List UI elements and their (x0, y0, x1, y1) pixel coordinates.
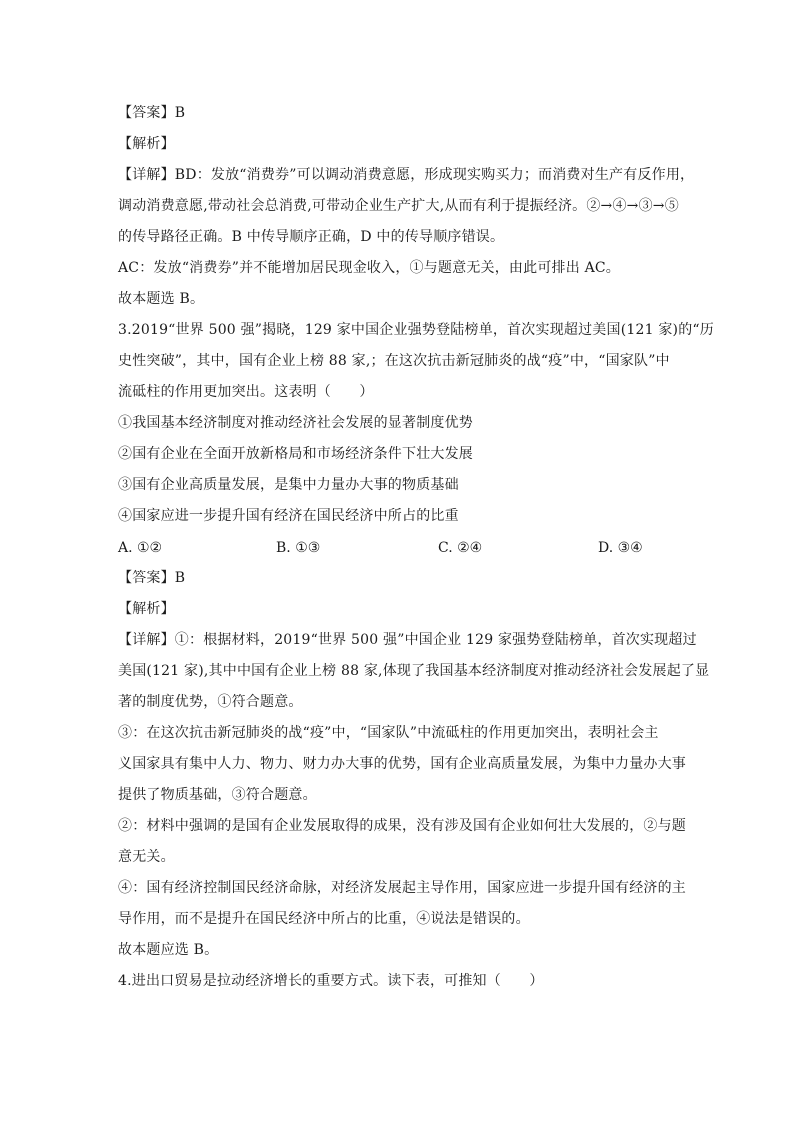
q3-stem-line-3: 流砥柱的作用更加突出。这表明（ ） (118, 384, 374, 400)
q3-detail-line-1: 【详解】①：根据材料，2019“世界 500 强”中国企业 129 家强势登陆榜单，首次实现超过 (118, 632, 697, 648)
q3-detail-line-10: 导作用，而不是提升在国民经济中所占的比重，④说法是错误的。 (118, 911, 530, 927)
q3-detail-line-9: ④：国有经济控制国民经济命脉，对经济发展起主导作用，国家应进一步提升国有经济的主 (118, 880, 686, 896)
q3-option-d: D. ③④ (598, 540, 643, 556)
q4-stem: 4.进出口贸易是拉动经济增长的重要方式。读下表，可推知（ ） (118, 973, 544, 989)
q2-detail-line-1: 【详解】BD：发放“消费券”可以调动消费意愿，形成现实购买力；而消费对生产有反作用， (118, 167, 695, 183)
q3-stem-line-2: 史性突破”，其中，国有企业上榜 88 家,；在这次抗击新冠肺炎的战“疫”中，“国家队”中 (118, 353, 670, 369)
q3-analysis-heading: 【解析】 (118, 601, 175, 617)
q2-detail-line-2: 调动消费意愿,带动社会总消费,可带动企业生产扩大,从而有利于提振经济。②→④→③→⑤ (118, 198, 679, 214)
q3-option-a: A. ①② (118, 540, 163, 556)
q3-detail-line-3: 著的制度优势，①符合题意。 (118, 694, 303, 710)
q3-detail-line-4: ③：在这次抗击新冠肺炎的战“疫”中，“国家队”中流砥柱的作用更加突出，表明社会主 (118, 725, 659, 741)
q3-detail-line-11: 故本题应选 B。 (118, 942, 219, 958)
q3-answer: 【答案】B (118, 570, 186, 586)
q3-detail-line-5: 义国家具有集中人力、物力、财力办大事的优势，国有企业高质量发展，为集中力量办大事 (118, 756, 686, 772)
q3-detail-line-6: 提供了物质基础，③符合题意。 (118, 787, 317, 803)
q3-statement-2: ②国有企业在全面开放新格局和市场经济条件下壮大发展 (118, 446, 473, 462)
q3-statement-3: ③国有企业高质量发展，是集中力量办大事的物质基础 (118, 477, 459, 493)
q3-statement-1: ①我国基本经济制度对推动经济社会发展的显著制度优势 (118, 415, 473, 431)
q3-option-c: C. ②④ (438, 540, 483, 556)
q3-stem-line-1: 3.2019“世界 500 强”揭晓，129 家中国企业强势登陆榜单，首次实现超过美国(121 家)的“历 (118, 322, 714, 338)
q2-detail-line-3: 的传导路径正确。B 中传导顺序正确，D 中的传导顺序错误。 (118, 229, 505, 245)
q2-detail-line-5: 故本题选 B。 (118, 291, 205, 307)
q3-detail-line-8: 意无关。 (118, 849, 175, 865)
q3-statement-4: ④国家应进一步提升国有经济在国民经济中所占的比重 (118, 508, 459, 524)
q3-detail-line-2: 美国(121 家),其中中国有企业上榜 88 家,体现了我国基本经济制度对推动经济社会发展起了显 (118, 663, 710, 679)
q3-option-b: B. ①③ (276, 540, 321, 556)
q3-detail-line-7: ②：材料中强调的是国有企业发展取得的成果，没有涉及国有企业如何壮大发展的，②与题 (118, 818, 686, 834)
q2-detail-line-4: AC：发放“消费券”并不能增加居民现金收入，①与题意无关，由此可排出 AC。 (118, 260, 621, 276)
q2-answer: 【答案】B (118, 105, 186, 121)
q2-analysis-heading: 【解析】 (118, 136, 175, 152)
